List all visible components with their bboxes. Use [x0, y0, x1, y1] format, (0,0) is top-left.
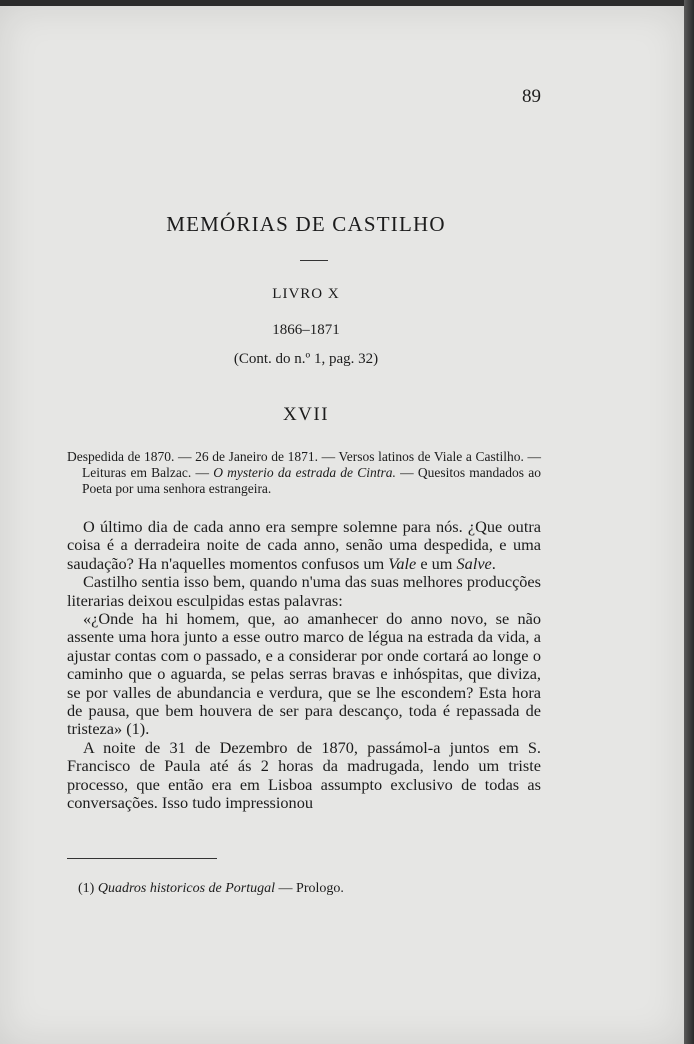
paragraph-2: Castilho sentia isso bem, quando n'uma das suas melhores producções literarias deixou esculpidas estas palavras: — [67, 572, 541, 610]
footnote-italic: Quadros historicos de Portugal — [97, 881, 276, 896]
paragraph-1-mid: e um — [416, 553, 457, 573]
summary-text-2: — Quesitos mandados ao Poeta por uma senhora estrangeira. — [82, 465, 541, 496]
page-title: MEMÓRIAS DE CASTILHO — [166, 212, 446, 236]
footnote-divider — [67, 858, 217, 859]
paragraph-1 — [67, 518, 541, 573]
title-divider — [300, 260, 328, 261]
paragraph-3: «¿Onde ha hi homem, que, ao amanhecer do anno novo, se não assente uma hora junto a esse outro marco de légua na estrada da vida, a ajustar contas com o passado, e a considerar por onde cortará ao longe o caminho que o aguarda, se pelas serras bravas e inhóspitas, que diviza, se por valles de abundancia e verdura, que se lhe escondem? Esta hora de pausa, que bem houvera de ser para descanço, toda é repassada de tristeza» (1). — [67, 609, 541, 739]
paragraph-1-end: . — [491, 553, 496, 573]
footnote-rest: — Prologo. — [275, 881, 344, 896]
chapter-number: XVII — [282, 404, 330, 425]
chapter-summary — [67, 449, 541, 497]
paragraph-1-text: O último dia de cada anno era sempre solemne para nós. ¿Que outra coisa é a derradeira noite de cada anno, senão uma despedida, e uma saudação? Ha n'aquelles momentos confusos um — [67, 517, 541, 573]
summary-italic-title: O mysterio da estrada de Cintra. — [213, 465, 396, 480]
paragraph-1-vale: Vale — [388, 553, 417, 573]
body-text — [67, 518, 541, 813]
summary-text-1: Despedida de 1870. — 26 de Janeiro de 1871. — Versos latinos de Viale a Castilho. — Leituras em Balzac. — — [67, 449, 541, 480]
book-edge — [684, 0, 694, 1044]
footnote — [78, 881, 344, 897]
book-page — [0, 6, 684, 1044]
years-label: 1866–1871 — [272, 322, 340, 338]
footnote-marker: (1) — [78, 881, 98, 896]
page-number: 89 — [522, 86, 541, 107]
continuation-note: (Cont. do n.º 1, pag. 32) — [233, 351, 379, 367]
paragraph-1-salve: Salve — [456, 553, 492, 573]
paragraph-4: A noite de 31 de Dezembro de 1870, passámol-a juntos em S. Francisco de Paula até ás 2 horas da madrugada, lendo um triste processo, que então era em Lisboa assumpto exclusivo de todas as conversações. Isso tudo impressionou — [67, 737, 541, 813]
book-label: LIVRO X — [272, 286, 340, 302]
